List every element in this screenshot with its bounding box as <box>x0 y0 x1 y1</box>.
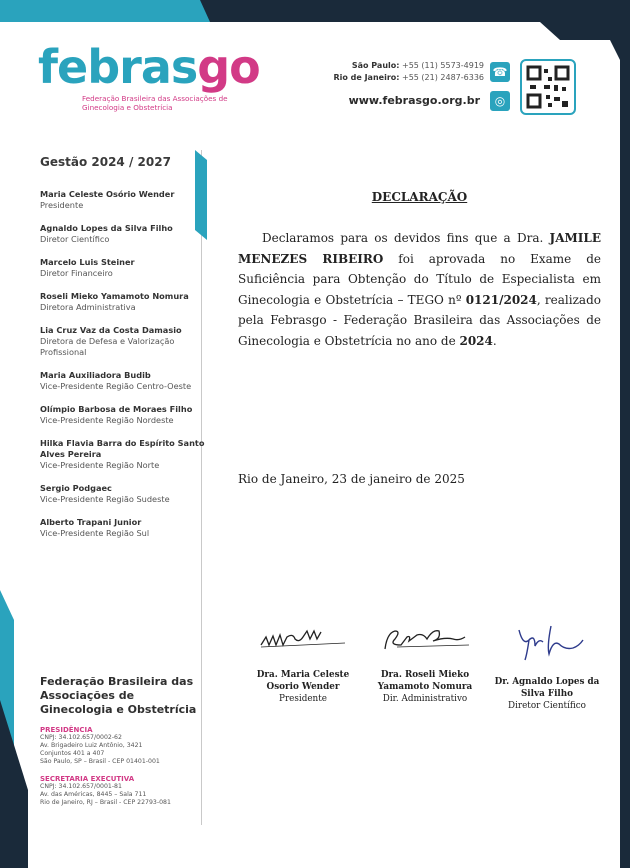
member-role: Diretor Científico <box>40 234 110 244</box>
signature-block <box>370 625 480 705</box>
member-role: Diretora de Defesa e Valorização Profissional <box>40 336 175 357</box>
signatory-name: Dr. Agnaldo Lopes da Silva Filho <box>494 677 600 699</box>
body-text: , realizado pela Febrasgo - Federação Brasileira das Associações de Ginecologia e Obstetrícia no ano de <box>238 292 601 348</box>
phone-icon: ☎ <box>490 62 510 82</box>
qr-code-icon <box>520 59 576 115</box>
website-link[interactable]: www.febrasgo.org.br <box>348 94 480 107</box>
member-role: Vice-Presidente Região Sul <box>40 528 150 538</box>
handwritten-signature <box>257 625 349 655</box>
member-name: Sergio Podgaec <box>40 483 112 493</box>
presidencia-line: CNPJ: 34.102.657/0002-62 <box>40 734 122 741</box>
signatory-role: Dir. Administrativo <box>382 694 468 704</box>
organization-info <box>40 675 205 807</box>
right-frame-decoration <box>570 0 630 868</box>
candidate-name: JAMILE MENEZES RIBEIRO <box>238 231 601 266</box>
signatory-name: Dra. Maria Celeste Osorio Wender <box>256 670 350 692</box>
member-role: Vice-Presidente Região Norte <box>40 460 160 470</box>
presidencia-line: São Paulo, SP – Brasil - CEP 01401-001 <box>40 758 160 765</box>
member-name: Lia Cruz Vaz da Costa Damasio <box>40 325 182 335</box>
logo-wordmark <box>38 40 260 94</box>
member-name: Hilka Flavia Barra do Espírito Santo Alves Pereira <box>40 438 205 459</box>
presidencia-line: Conjuntos 401 a 407 <box>40 750 105 757</box>
phone-rj-label: Rio de Janeiro: <box>333 73 400 82</box>
signatory-role: Diretor Científico <box>508 701 586 711</box>
globe-icon: ◎ <box>490 91 510 111</box>
handwritten-signature <box>377 625 473 655</box>
member-role: Vice-Presidente Região Centro-Oeste <box>40 381 192 391</box>
secretaria-label: SECRETARIA EXECUTIVA <box>40 775 135 783</box>
top-frame-decoration <box>0 0 630 40</box>
logo-word-main: febras <box>38 40 198 94</box>
signatory-name: Dra. Roseli Mieko Yamamoto Nomura <box>377 670 473 692</box>
board-member <box>40 517 205 539</box>
member-role: Diretor Financeiro <box>40 268 113 278</box>
board-sidebar <box>40 155 205 551</box>
presidencia-label: PRESIDÊNCIA <box>40 726 93 734</box>
member-role: Diretora Administrativa <box>40 302 136 312</box>
member-name: Maria Celeste Osório Wender <box>40 189 175 199</box>
board-member <box>40 189 205 211</box>
body-text: . <box>492 333 497 348</box>
board-member <box>40 483 205 505</box>
secretaria-line: Rio de Janeiro, RJ – Brasil - CEP 22793-081 <box>40 799 171 806</box>
organization-name: Federação Brasileira das Associações de Ginecologia e Obstetrícia <box>40 675 197 716</box>
member-name: Marcelo Luis Steiner <box>40 257 135 267</box>
exam-year: 2024 <box>459 333 493 348</box>
signatory-role: Presidente <box>279 694 327 704</box>
signature-block <box>248 625 358 705</box>
presidencia-line: Av. Brigadeiro Luiz Antônio, 3421 <box>40 742 143 749</box>
board-member <box>40 370 205 392</box>
member-role: Vice-Presidente Região Sudeste <box>40 494 170 504</box>
board-member <box>40 257 205 279</box>
logo-subtitle: Federação Brasileira das Associações de Ginecologia e Obstetrícia <box>82 94 228 112</box>
member-name: Alberto Trapani Junior <box>40 517 142 527</box>
member-role: Presidente <box>40 200 84 210</box>
board-member <box>40 438 205 471</box>
logo-word-accent: go <box>197 40 260 94</box>
contact-phones <box>333 60 484 84</box>
bottom-left-frame-decoration <box>0 590 40 868</box>
secretaria-line: Av. das Américas, 8445 – Sala 711 <box>40 791 147 798</box>
tego-number: 0121/2024 <box>465 292 537 307</box>
date-line: Rio de Janeiro, 23 de janeiro de 2025 <box>238 472 465 486</box>
member-name: Maria Auxiliadora Budib <box>40 370 151 380</box>
declaration-text <box>238 228 601 351</box>
declaration-title: DECLARAÇÃO <box>371 190 468 204</box>
secretaria-line: CNPJ: 34.102.657/0001-81 <box>40 783 122 790</box>
body-text: Declaramos para os devidos fins que a Dra. <box>262 231 550 245</box>
phone-rj-number: +55 (21) 2487-6336 <box>402 73 484 82</box>
phone-sp-label: São Paulo: <box>351 61 400 70</box>
board-member <box>40 291 205 313</box>
board-member <box>40 325 205 358</box>
febrasgo-logo <box>38 40 260 118</box>
member-role: Vice-Presidente Região Nordeste <box>40 415 174 425</box>
signature-block <box>492 622 602 712</box>
member-name: Olímpio Barbosa de Moraes Filho <box>40 404 193 414</box>
body-text: foi aprovada no Exame de Suficiência para Obtenção do Título de Especialista em Ginecologia e Obstetrícia – TEGO nº <box>238 251 601 307</box>
member-name: Roseli Mieko Yamamoto Nomura <box>40 291 189 301</box>
board-member <box>40 223 205 245</box>
board-member <box>40 404 205 426</box>
declaration-body <box>238 190 601 351</box>
board-title: Gestão 2024 / 2027 <box>40 155 171 169</box>
member-name: Agnaldo Lopes da Silva Filho <box>40 223 173 233</box>
handwritten-signature <box>507 622 587 662</box>
phone-sp-number: +55 (11) 5573-4919 <box>402 61 484 70</box>
